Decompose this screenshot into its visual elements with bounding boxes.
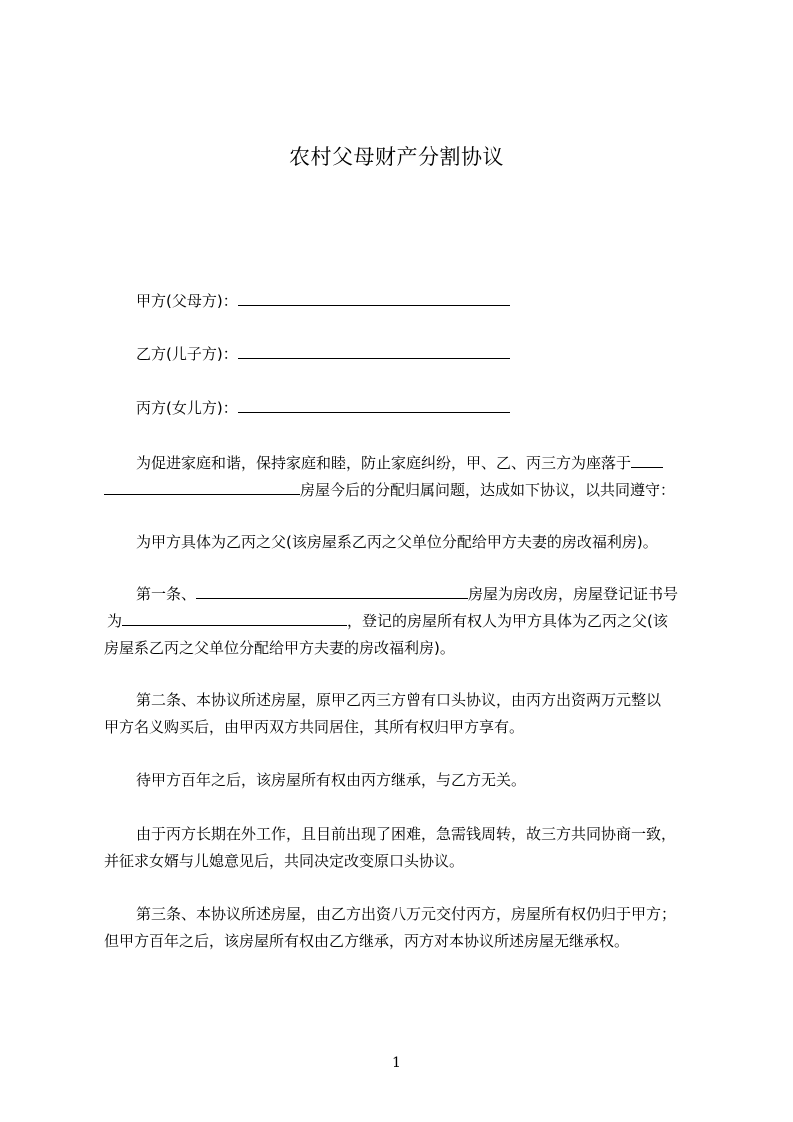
reason-line-1: 由于丙方长期在外工作，且目前出现了困难，急需钱周转，故三方共同协商一致， [136, 825, 677, 843]
article3-line-1: 第三条、本协议所述房屋，由乙方出资八万元交付丙方，房屋所有权仍归于甲方； [136, 905, 677, 923]
party-c-blank[interactable] [238, 397, 510, 413]
party-a-blank[interactable] [238, 290, 510, 306]
intro-text-2: 房屋今后的分配归属问题，达成如下协议，以共同遵守： [300, 481, 676, 499]
article1-prefix: 第一条、 [136, 585, 197, 603]
intro-line-1 [136, 452, 736, 474]
para-inherit: 待甲方百年之后，该房屋所有权由丙方继承，与乙方无关。 [136, 771, 527, 789]
article3-line-2: 但甲方百年之后，该房屋所有权由乙方继承，丙方对本协议所述房屋无继承权。 [104, 932, 630, 950]
article1-line-3: 房屋系乙丙之父单位分配给甲方夫妻的房改福利房)。 [104, 639, 455, 657]
location-blank-2[interactable] [104, 479, 300, 495]
article2-line-1: 第二条、本协议所述房屋，原甲乙丙三方曾有口头协议，由丙方出资两万元整以 [136, 691, 662, 709]
document-title: 农村父母财产分割协议 [289, 145, 504, 169]
intro-text-1: 为促进家庭和谐，保持家庭和睦，防止家庭纠纷，甲、乙、丙三方为座落于 [136, 454, 632, 472]
article1-line2-suffix: ，登记的房屋所有权人为甲方具体为乙丙之父(该 [347, 612, 668, 630]
article1-line-1 [136, 583, 736, 605]
party-a-label: 甲方(父母方)： [136, 292, 238, 310]
reason-line-2: 并征求女婿与儿媳意见后，共同决定改变原口头协议。 [104, 852, 465, 870]
house-address-blank[interactable] [196, 583, 468, 599]
article1-line2-prefix: 为 [107, 612, 123, 630]
location-blank-1[interactable] [631, 452, 663, 468]
party-c-label: 丙方(女儿方)： [136, 399, 238, 417]
intro-line-2 [104, 479, 704, 501]
page-number: 1 [392, 1055, 401, 1071]
party-b-label: 乙方(儿子方)： [136, 345, 238, 363]
article1-mid: 房屋为房改房，房屋登记证书号 [468, 585, 679, 603]
party-b-line [136, 343, 736, 365]
certificate-number-blank[interactable] [122, 610, 347, 626]
para-father: 为甲方具体为乙丙之父(该房屋系乙丙之父单位分配给甲方夫妻的房改福利房)。 [136, 533, 658, 551]
party-a-line [136, 290, 736, 312]
party-b-blank[interactable] [238, 343, 510, 359]
article1-line-2 [107, 610, 707, 632]
article2-line-2: 甲方名义购买后，由甲丙双方共同居住，其所有权归甲方享有。 [104, 718, 525, 736]
party-c-line [136, 397, 736, 419]
